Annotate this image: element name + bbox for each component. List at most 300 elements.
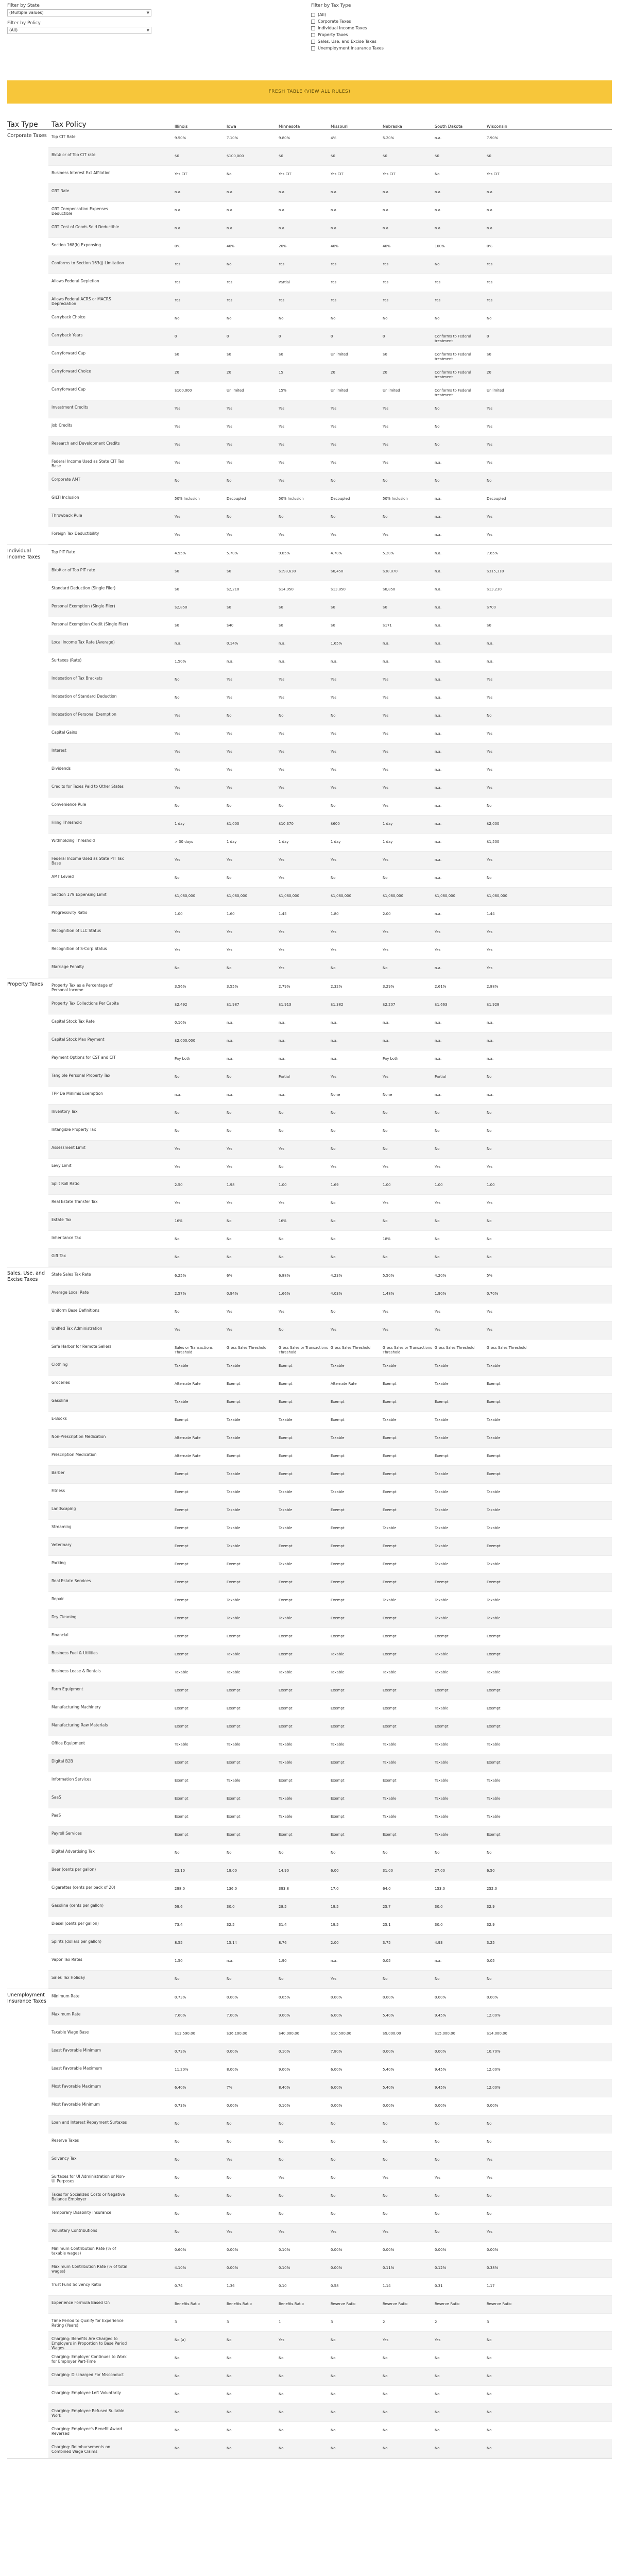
cell-value: No <box>279 2356 284 2360</box>
cell-value: 16% <box>279 1219 287 1223</box>
policy-name: Recognition of S-Corp Status <box>52 946 107 951</box>
table-row[interactable] <box>48 2314 612 2332</box>
table-row[interactable] <box>48 202 612 220</box>
cell-value: 2.50 <box>175 1183 183 1187</box>
cell-value: Taxable <box>279 1760 293 1765</box>
table-row[interactable] <box>48 617 612 635</box>
table-row[interactable] <box>48 418 612 436</box>
cell-value: No <box>331 714 336 718</box>
state-filter-select[interactable] <box>7 9 151 16</box>
cell-value: Exempt <box>383 1833 397 1837</box>
cell-value: 153.0 <box>435 1887 445 1891</box>
table-row[interactable] <box>48 545 612 563</box>
policy-name: GILTI Inclusion <box>52 495 79 500</box>
header-state-wisconsin[interactable]: Wisconsin <box>487 124 507 129</box>
cell-value: n.a. <box>175 641 182 646</box>
table-row[interactable] <box>48 1520 612 1538</box>
cell-value: Exempt <box>279 1724 293 1728</box>
cell-value: Yes <box>331 443 337 447</box>
cell-value: Exempt <box>487 1652 501 1656</box>
cell-value: Yes <box>487 2158 493 2162</box>
cell-value: No <box>487 1255 492 1259</box>
cell-value: 7% <box>227 2086 233 2090</box>
cell-value: 10.70% <box>487 2049 501 2054</box>
cell-value: n.a. <box>435 912 442 916</box>
cell-value: 3 <box>487 2320 489 2324</box>
cell-value: Exempt <box>487 1454 501 1458</box>
cell-value: n.a. <box>331 1021 338 1025</box>
table-row[interactable] <box>48 1340 612 1358</box>
table-row[interactable] <box>48 1808 612 1826</box>
cell-value: 1.48% <box>383 1292 394 1296</box>
cell-value: Gross Sales Threshold <box>435 1346 475 1350</box>
table-row[interactable] <box>48 1412 612 1430</box>
cell-value: Alternate Rate <box>175 1382 201 1386</box>
table-row[interactable] <box>48 1646 612 1664</box>
cell-value: n.a. <box>383 659 390 664</box>
policy-name: Carryforward Choice <box>52 369 91 374</box>
cell-value: No <box>435 316 440 320</box>
header-state-illinois[interactable]: Illinois <box>175 124 188 129</box>
table-row[interactable] <box>48 527 612 545</box>
table-row[interactable] <box>48 166 612 184</box>
table-row[interactable] <box>48 635 612 653</box>
cell-value: $1,080,000 <box>383 894 404 898</box>
cell-value: 0.00% <box>227 2248 238 2252</box>
cell-value: No <box>175 2158 180 2162</box>
table-row[interactable] <box>48 2097 612 2115</box>
table-row[interactable] <box>48 364 612 382</box>
cell-value: $0 <box>279 623 283 628</box>
policy-name: Taxable Wage Base <box>52 2030 89 2035</box>
policy-name: Safe Harbor for Remote Sellers <box>52 1344 112 1349</box>
tax-type-option[interactable] <box>311 18 384 25</box>
header-state-iowa[interactable]: Iowa <box>227 124 236 129</box>
checkbox[interactable] <box>311 46 315 50</box>
table-row[interactable] <box>48 689 612 707</box>
table-row[interactable] <box>48 2170 612 2188</box>
table-row[interactable] <box>48 1538 612 1556</box>
policy-name: Streaming <box>52 1524 72 1529</box>
cell-value: Yes <box>487 858 493 862</box>
policy-name: Payment Options for CST and CIT <box>52 1055 116 1060</box>
cell-value: $315,310 <box>487 569 504 573</box>
cell-value: Exempt <box>175 1562 188 1566</box>
table-row[interactable] <box>48 2115 612 2133</box>
table-row[interactable] <box>48 707 612 725</box>
table-row[interactable] <box>48 581 612 599</box>
table-row[interactable] <box>48 274 612 292</box>
cell-value: Exempt <box>435 1580 449 1584</box>
table-row[interactable] <box>48 798 612 816</box>
cell-value: $0 <box>227 569 231 573</box>
cell-value: 1 day <box>383 822 393 826</box>
cell-value: Yes <box>331 858 337 862</box>
table-row[interactable] <box>48 1826 612 1844</box>
cell-value: No <box>487 2428 492 2432</box>
table-row[interactable] <box>48 1754 612 1772</box>
table-row[interactable] <box>48 1718 612 1736</box>
table-row[interactable] <box>48 960 612 978</box>
table-row[interactable] <box>48 942 612 960</box>
policy-filter-select[interactable] <box>7 27 151 34</box>
tax-type-option[interactable] <box>311 11 384 18</box>
cell-value: Exempt <box>383 1508 397 1512</box>
cell-value: Reserve Ratio <box>487 2302 512 2306</box>
table-row[interactable] <box>48 671 612 689</box>
table-row[interactable] <box>48 184 612 202</box>
cell-value: Yes <box>331 948 337 952</box>
table-row[interactable] <box>48 2242 612 2260</box>
cell-value: Exempt <box>227 1815 241 1819</box>
cell-value: No <box>175 1851 180 1855</box>
tax-type-option[interactable] <box>311 45 384 52</box>
cell-value: n.a. <box>435 858 442 862</box>
cell-value: Taxable <box>279 1815 293 1819</box>
table-row[interactable] <box>48 472 612 490</box>
cell-value: Yes <box>279 930 285 934</box>
table-row[interactable] <box>48 2133 612 2151</box>
cell-value: 32.5 <box>227 1923 235 1927</box>
table-row[interactable] <box>48 1772 612 1790</box>
policy-name: Business Lease & Rentals <box>52 1669 101 1673</box>
table-row[interactable] <box>48 490 612 509</box>
table-row[interactable] <box>48 2224 612 2242</box>
cell-value: No <box>435 2212 440 2216</box>
checkbox[interactable] <box>311 33 315 37</box>
table-row[interactable] <box>48 2296 612 2314</box>
cell-value: 6.40% <box>175 2086 186 2090</box>
table-row[interactable] <box>48 310 612 328</box>
cell-value: n.a. <box>175 190 182 194</box>
cell-value: Yes <box>331 930 337 934</box>
cell-value: Decoupled <box>487 497 506 501</box>
table-row[interactable] <box>48 1484 612 1502</box>
table-row[interactable] <box>48 1430 612 1448</box>
cell-value: No <box>331 2338 336 2342</box>
cell-value: Yes <box>487 930 493 934</box>
table-row[interactable] <box>48 400 612 418</box>
table-row[interactable] <box>48 852 612 870</box>
policy-name: Interest <box>52 748 66 753</box>
cell-value: Taxable <box>383 1815 397 1819</box>
table-row[interactable] <box>48 256 612 274</box>
cell-value: No <box>383 2122 388 2126</box>
cell-value: Yes <box>175 298 181 302</box>
table-row[interactable] <box>48 436 612 454</box>
table-row[interactable] <box>48 1682 612 1700</box>
cell-value: $0 <box>279 352 283 357</box>
cell-value: Exempt <box>331 1508 345 1512</box>
header-state-missouri[interactable]: Missouri <box>331 124 348 129</box>
table-row[interactable] <box>48 906 612 924</box>
table-row[interactable] <box>48 1321 612 1340</box>
table-row[interactable] <box>48 238 612 256</box>
table-row[interactable] <box>48 1050 612 1069</box>
cell-value: 18% <box>383 1237 391 1241</box>
cell-value: n.a. <box>435 551 442 555</box>
tax-type-option[interactable] <box>311 38 384 45</box>
cell-value: No <box>383 2140 388 2144</box>
cell-value: 0.00% <box>435 1995 447 1999</box>
table-row[interactable] <box>48 2007 612 2025</box>
cell-value: No <box>487 1111 492 1115</box>
cell-value: No <box>435 2122 440 2126</box>
tax-type-option[interactable] <box>311 31 384 38</box>
policy-name: Personal Exemption (Single Filer) <box>52 604 115 608</box>
cell-value: 4.93 <box>435 1941 443 1945</box>
tax-type-group <box>7 1267 612 1989</box>
policy-name: Most Favorable Maximum <box>52 2084 101 2089</box>
cell-value: No <box>331 1851 336 1855</box>
cell-value: Taxable <box>383 1760 397 1765</box>
policy-filter-value: (All) <box>9 28 18 32</box>
table-row[interactable] <box>48 1935 612 1953</box>
cell-value: 136.0 <box>227 1887 237 1891</box>
cell-value: Yes <box>279 858 285 862</box>
table-row[interactable] <box>48 292 612 310</box>
cell-value: Exempt <box>279 1544 293 1548</box>
cell-value: $198,630 <box>279 569 296 573</box>
cell-value: Partial <box>435 1075 446 1079</box>
cell-value: Exempt <box>331 1833 345 1837</box>
header-state-minnesota[interactable]: Minnesota <box>279 124 300 129</box>
checkbox[interactable] <box>311 40 315 44</box>
cell-value: Exempt <box>175 1706 188 1710</box>
cell-value: No <box>435 2446 440 2450</box>
cell-value: Yes <box>279 425 285 429</box>
table-row[interactable] <box>48 1844 612 1862</box>
cell-value: 6.25% <box>175 1274 186 1278</box>
cell-value: Yes <box>331 1977 337 1981</box>
table-row[interactable] <box>48 148 612 166</box>
table-row[interactable] <box>48 328 612 346</box>
policy-name: Marriage Penalty <box>52 964 84 969</box>
policy-name: Voluntary Contributions <box>52 2228 97 2233</box>
table-row[interactable] <box>48 1880 612 1899</box>
table-row[interactable] <box>48 1664 612 1682</box>
table-row[interactable] <box>48 1231 612 1249</box>
cell-value: Exempt <box>331 1562 345 1566</box>
cell-value: n.a. <box>435 659 442 664</box>
table-row[interactable] <box>48 2188 612 2206</box>
table-row[interactable] <box>48 2043 612 2061</box>
cell-value: 0.00% <box>435 2104 447 2108</box>
cell-value: Yes <box>227 948 233 952</box>
cell-value: Exempt <box>279 1688 293 1692</box>
cell-value: Yes <box>435 948 441 952</box>
table-row[interactable] <box>48 599 612 617</box>
table-row[interactable] <box>48 1195 612 1213</box>
table-row[interactable] <box>48 1069 612 1087</box>
table-row[interactable] <box>48 1448 612 1466</box>
cell-value: n.a. <box>227 190 234 194</box>
table-row[interactable] <box>48 978 612 996</box>
table-row[interactable] <box>48 888 612 906</box>
policy-name: Progressivity Ratio <box>52 910 88 915</box>
table-row[interactable] <box>48 1177 612 1195</box>
table-row[interactable] <box>48 1394 612 1412</box>
cell-value: Yes <box>175 732 181 736</box>
cell-value: Exempt <box>279 1833 293 1837</box>
policy-name: Uniform Base Definitions <box>52 1308 100 1313</box>
cell-value: n.a. <box>331 208 338 212</box>
cell-value: $0 <box>487 352 491 357</box>
table-row[interactable] <box>48 1953 612 1971</box>
table-row[interactable] <box>48 1014 612 1032</box>
policy-name: Charging: Reimbursements on Combined Wage Claims <box>52 2445 111 2454</box>
chevron-down-icon: ▼ <box>146 11 149 15</box>
table-row[interactable] <box>48 1862 612 1880</box>
header-state-nebraska[interactable]: Nebraska <box>383 124 402 129</box>
table-row[interactable] <box>48 1105 612 1123</box>
policy-name: Payroll Services <box>52 1831 82 1836</box>
policy-name: Top PIT Rate <box>52 550 75 554</box>
table-row[interactable] <box>48 1502 612 1520</box>
cell-value: No <box>175 2356 180 2360</box>
table-row[interactable] <box>48 1790 612 1808</box>
view-all-rules-banner[interactable]: FRESH TABLE (VIEW ALL RULES) <box>7 80 612 104</box>
cell-value: Yes <box>175 930 181 934</box>
table-row[interactable] <box>48 2151 612 2170</box>
policy-name: Capital Gains <box>52 730 77 735</box>
table-row[interactable] <box>48 1592 612 1610</box>
table-row[interactable] <box>48 870 612 888</box>
cell-value: Exempt <box>279 1454 293 1458</box>
table-row[interactable] <box>48 382 612 400</box>
cell-value: 8.55 <box>175 1941 183 1945</box>
table-row[interactable] <box>48 1610 612 1628</box>
table-row[interactable] <box>48 130 612 148</box>
table-row[interactable] <box>48 2368 612 2386</box>
table-row[interactable] <box>48 2061 612 2079</box>
table-row[interactable] <box>48 1466 612 1484</box>
policy-name: Section 179 Expensing Limit <box>52 892 107 897</box>
table-row[interactable] <box>48 1159 612 1177</box>
cell-value: Yes <box>435 298 441 302</box>
table-row[interactable] <box>48 563 612 581</box>
table-row[interactable] <box>48 743 612 761</box>
table-row[interactable] <box>48 2422 612 2440</box>
table-row[interactable] <box>48 1303 612 1321</box>
tax-type-group <box>7 978 612 1267</box>
cell-value: n.a. <box>435 677 442 682</box>
checkbox[interactable] <box>311 26 315 30</box>
table-row[interactable] <box>48 2079 612 2097</box>
policy-name: Landscaping <box>52 1506 76 1511</box>
checkbox[interactable] <box>311 20 315 24</box>
table-row[interactable] <box>48 1267 612 1285</box>
cell-value: No <box>331 2122 336 2126</box>
table-row[interactable] <box>48 1358 612 1376</box>
table-row[interactable] <box>48 1249 612 1267</box>
table-row[interactable] <box>48 2025 612 2043</box>
cell-value: Exempt <box>331 1400 345 1404</box>
checkbox[interactable] <box>311 13 315 17</box>
table-row[interactable] <box>48 220 612 238</box>
cell-value: Yes <box>383 533 389 537</box>
cell-value: Yes <box>383 262 389 266</box>
cell-value: Exempt <box>175 1724 188 1728</box>
table-row[interactable] <box>48 1899 612 1917</box>
table-row[interactable] <box>48 834 612 852</box>
cell-value: $0 <box>175 569 179 573</box>
table-row[interactable] <box>48 1574 612 1592</box>
table-row[interactable] <box>48 509 612 527</box>
cell-value: Yes <box>435 2176 441 2180</box>
policy-name: Surtaxes (Rate) <box>52 658 82 663</box>
table-row[interactable] <box>48 1971 612 1989</box>
cell-value: No <box>279 2122 284 2126</box>
table-row[interactable] <box>48 2206 612 2224</box>
cell-value: No <box>175 2428 180 2432</box>
table-row[interactable] <box>48 1032 612 1050</box>
cell-value: 5.50% <box>383 1274 394 1278</box>
header-state-south-dakota[interactable]: South Dakota <box>435 124 463 129</box>
policy-name: Top CIT Rate <box>52 134 76 139</box>
cell-value: Yes <box>175 262 181 266</box>
table-row[interactable] <box>48 1087 612 1105</box>
table-row[interactable] <box>48 2404 612 2422</box>
table-row[interactable] <box>48 346 612 364</box>
table-row[interactable] <box>48 725 612 743</box>
table-row[interactable] <box>48 1700 612 1718</box>
cell-value: $0 <box>383 154 387 158</box>
cell-value: Yes <box>383 768 389 772</box>
cell-value: Yes <box>279 298 285 302</box>
policy-name: Charging: Employer Continues to Work for Employer Part-Time <box>52 2354 127 2364</box>
table-row[interactable] <box>48 1628 612 1646</box>
cell-value: No <box>383 2356 388 2360</box>
cell-value: $10,500.00 <box>331 2031 352 2036</box>
table-row[interactable] <box>48 2386 612 2404</box>
table-row[interactable] <box>48 1213 612 1231</box>
cell-value: No <box>331 1111 336 1115</box>
table-row[interactable] <box>48 779 612 798</box>
cell-value: Exempt <box>435 1400 449 1404</box>
cell-value: n.a. <box>435 1021 442 1025</box>
cell-value: Yes <box>227 768 233 772</box>
table-row[interactable] <box>48 2278 612 2296</box>
table-row[interactable] <box>48 996 612 1014</box>
table-row[interactable] <box>48 761 612 779</box>
table-row[interactable] <box>48 1736 612 1754</box>
table-row[interactable] <box>48 1123 612 1141</box>
cell-value: n.a. <box>487 641 494 646</box>
table-row[interactable] <box>48 653 612 671</box>
cell-value: Taxable <box>227 1652 241 1656</box>
table-row[interactable] <box>48 1556 612 1574</box>
cell-value: Yes <box>279 677 285 682</box>
table-row[interactable] <box>48 924 612 942</box>
table-row[interactable] <box>48 816 612 834</box>
table-row[interactable] <box>48 2260 612 2278</box>
table-row[interactable] <box>48 1989 612 2007</box>
table-row[interactable] <box>48 2332 612 2350</box>
tax-type-option[interactable] <box>311 25 384 31</box>
table-row[interactable] <box>48 454 612 472</box>
cell-value: 393.8 <box>279 1887 289 1891</box>
table-row[interactable] <box>48 1285 612 1303</box>
table-row[interactable] <box>48 1376 612 1394</box>
table-row[interactable] <box>48 1141 612 1159</box>
tax-policy-table <box>7 117 612 2459</box>
cell-value: 0.10% <box>175 1021 186 1025</box>
table-row[interactable] <box>48 2350 612 2368</box>
table-row[interactable] <box>48 1917 612 1935</box>
table-row[interactable] <box>48 2440 612 2458</box>
cell-value: 12.00% <box>487 2013 501 2018</box>
